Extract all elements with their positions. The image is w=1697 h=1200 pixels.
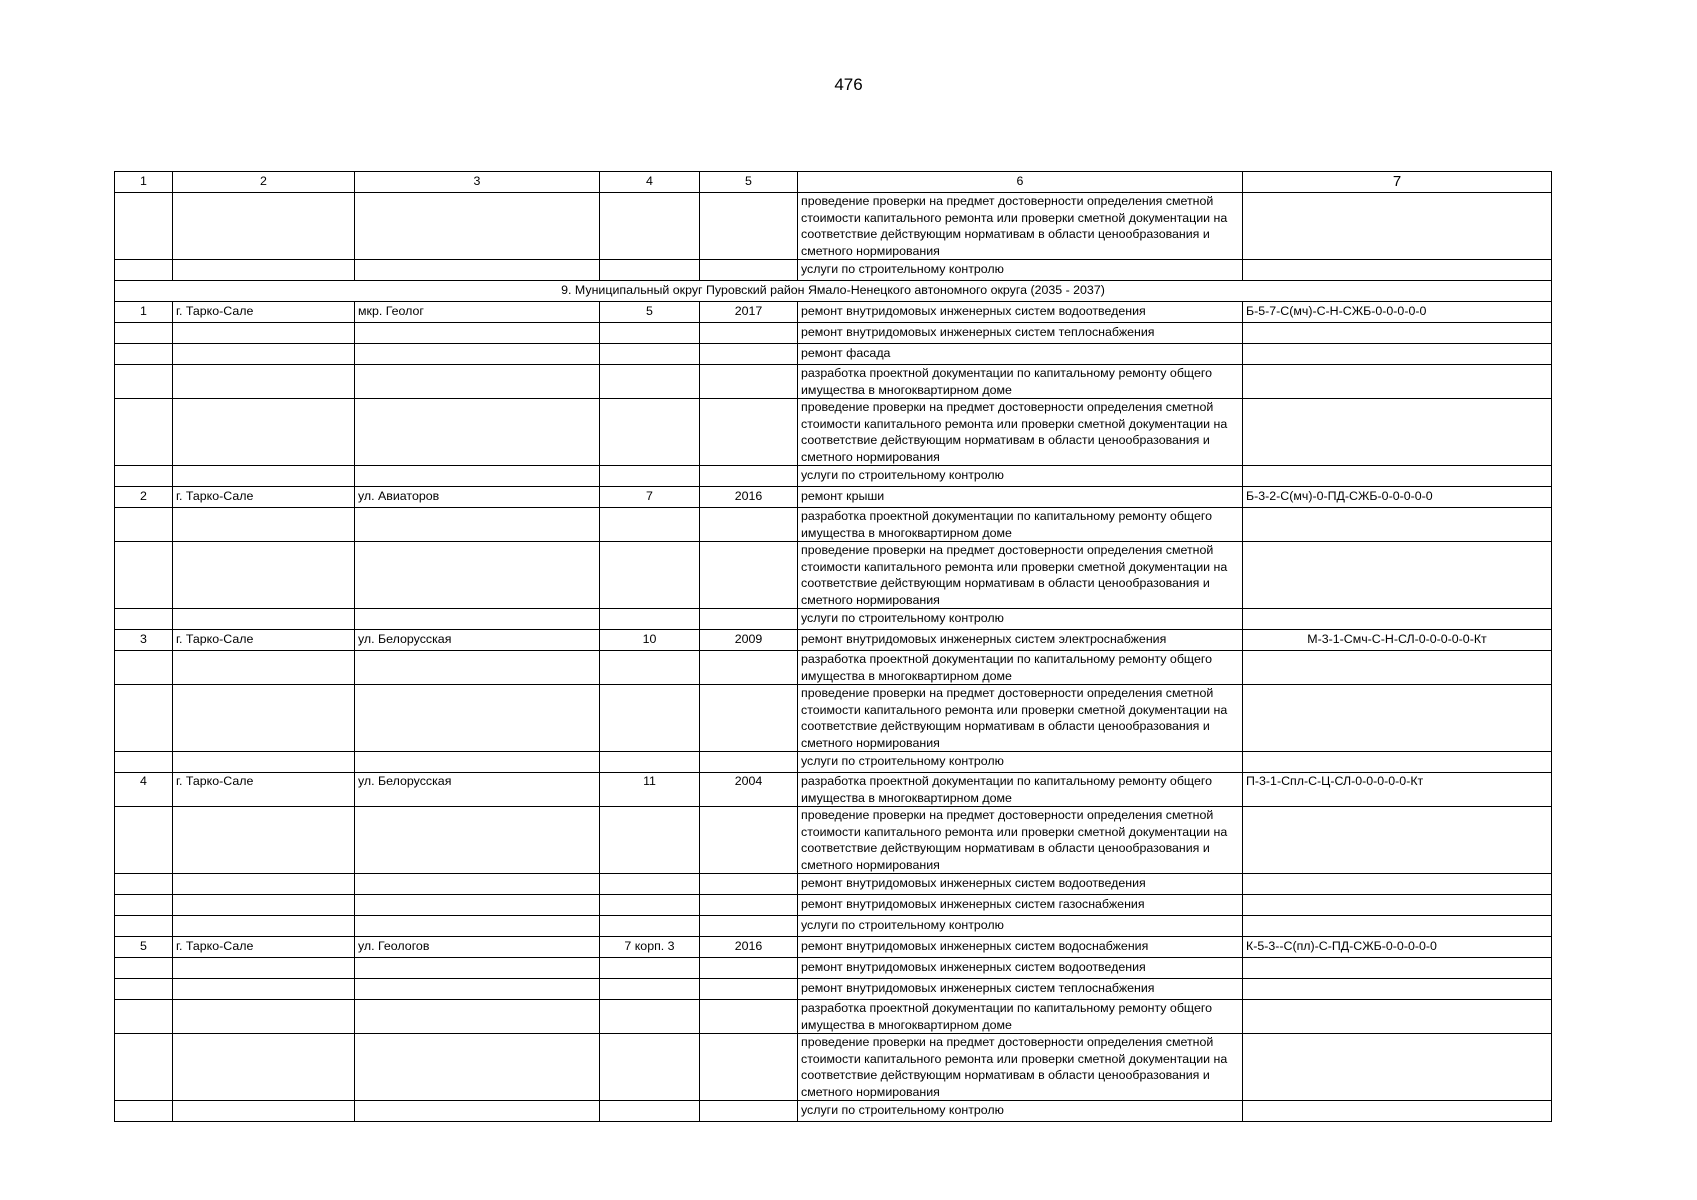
- work-cell: ремонт внутридомовых инженерных систем теплоснабжения: [798, 323, 1243, 344]
- work-cell: ремонт внутридомовых инженерных систем теплоснабжения: [798, 979, 1243, 1000]
- year-cell: 2004: [700, 773, 798, 807]
- house-cell: 10: [600, 630, 700, 651]
- work-cell: услуги по строительному контролю: [798, 609, 1243, 630]
- table-row: [115, 651, 1552, 685]
- street-cell: ул. Геологов: [355, 937, 600, 958]
- row-number: 5: [115, 937, 173, 958]
- header-cell-3: 3: [355, 172, 600, 193]
- work-cell: разработка проектной документации по капитальному ремонту общего имущества в многоквартирном доме: [798, 773, 1243, 807]
- work-cell: ремонт фасада: [798, 344, 1243, 365]
- header-cell-6: 6: [798, 172, 1243, 193]
- code-cell: П-3-1-Спл-С-Ц-СЛ-0-0-0-0-0-Кт: [1243, 773, 1552, 807]
- table-row: [115, 1101, 1552, 1122]
- year-cell: 2017: [700, 302, 798, 323]
- work-cell: ремонт внутридомовых инженерных систем электроснабжения: [798, 630, 1243, 651]
- table-row: [115, 344, 1552, 365]
- city-cell: г. Тарко-Сале: [173, 630, 355, 651]
- work-cell: разработка проектной документации по капитальному ремонту общего имущества в многоквартирном доме: [798, 365, 1243, 399]
- header-cell-5: 5: [700, 172, 798, 193]
- work-cell: ремонт внутридомовых инженерных систем газоснабжения: [798, 895, 1243, 916]
- work-cell: проведение проверки на предмет достоверности определения сметной стоимости капитального ремонта или проверки сметной документации на соответствие действующим нормативам в области ценообразования и сметного нормирования: [798, 193, 1243, 260]
- header-cell-4: 4: [600, 172, 700, 193]
- street-cell: ул. Белорусская: [355, 630, 600, 651]
- work-cell: ремонт внутридомовых инженерных систем водоотведения: [798, 958, 1243, 979]
- city-cell: г. Тарко-Сале: [173, 773, 355, 807]
- row-number: 1: [115, 302, 173, 323]
- code-cell: Б-3-2-С(мч)-0-ПД-СЖБ-0-0-0-0-0: [1243, 487, 1552, 508]
- table-row: [115, 323, 1552, 344]
- table-row: [115, 895, 1552, 916]
- table-row: [115, 302, 1552, 323]
- street-cell: ул. Авиаторов: [355, 487, 600, 508]
- page-number: 476: [834, 75, 863, 94]
- row-number: 3: [115, 630, 173, 651]
- work-cell: разработка проектной документации по капитальному ремонту общего имущества в многоквартирном доме: [798, 508, 1243, 542]
- table-row: [115, 979, 1552, 1000]
- work-cell: услуги по строительному контролю: [798, 1101, 1243, 1122]
- header-cell-1: 1: [115, 172, 173, 193]
- code-cell: М-3-1-Смч-С-Н-СЛ-0-0-0-0-0-Кт: [1243, 630, 1552, 651]
- work-cell: ремонт внутридомовых инженерных систем водоснабжения: [798, 937, 1243, 958]
- code-cell: К-5-3--С(пл)-С-ПД-СЖБ-0-0-0-0-0: [1243, 937, 1552, 958]
- table-row: [115, 260, 1552, 281]
- row-number: 2: [115, 487, 173, 508]
- work-cell: разработка проектной документации по капитальному ремонту общего имущества в многоквартирном доме: [798, 1000, 1243, 1034]
- street-cell: ул. Белорусская: [355, 773, 600, 807]
- year-cell: 2016: [700, 937, 798, 958]
- work-cell: ремонт внутридомовых инженерных систем водоотведения: [798, 874, 1243, 895]
- table-row: [115, 609, 1552, 630]
- work-cell: ремонт внутридомовых инженерных систем водоотведения: [798, 302, 1243, 323]
- table-row: [115, 466, 1552, 487]
- header-row: [115, 172, 1552, 193]
- row-number: 4: [115, 773, 173, 807]
- table-row: [115, 508, 1552, 542]
- table-row: [115, 937, 1552, 958]
- table-row: [115, 958, 1552, 979]
- work-cell: проведение проверки на предмет достоверности определения сметной стоимости капитального ремонта или проверки сметной документации на соответствие действующим нормативам в области ценообразования и сметного нормирования: [798, 685, 1243, 752]
- header-cell-7: 7: [1243, 172, 1552, 193]
- work-cell: ремонт крыши: [798, 487, 1243, 508]
- table-row: [115, 752, 1552, 773]
- table-row: [115, 807, 1552, 874]
- house-cell: 11: [600, 773, 700, 807]
- code-cell: Б-5-7-С(мч)-С-Н-СЖБ-0-0-0-0-0: [1243, 302, 1552, 323]
- work-cell: проведение проверки на предмет достоверности определения сметной стоимости капитального ремонта или проверки сметной документации на соответствие действующим нормативам в области ценообразования и сметного нормирования: [798, 807, 1243, 874]
- table-row: [115, 630, 1552, 651]
- work-cell: услуги по строительному контролю: [798, 752, 1243, 773]
- table-row: [115, 399, 1552, 466]
- city-cell: г. Тарко-Сале: [173, 487, 355, 508]
- section-row: [115, 281, 1552, 302]
- table-row: [115, 1034, 1552, 1101]
- work-cell: услуги по строительному контролю: [798, 260, 1243, 281]
- work-cell: услуги по строительному контролю: [798, 916, 1243, 937]
- table-row: [115, 193, 1552, 260]
- header-cell-2: 2: [173, 172, 355, 193]
- work-cell: услуги по строительному контролю: [798, 466, 1243, 487]
- table-row: [115, 487, 1552, 508]
- table-row: [115, 773, 1552, 807]
- table-row: [115, 542, 1552, 609]
- table-row: [115, 685, 1552, 752]
- year-cell: 2009: [700, 630, 798, 651]
- table-row: [115, 874, 1552, 895]
- year-cell: 2016: [700, 487, 798, 508]
- house-cell: 7 корп. 3: [600, 937, 700, 958]
- city-cell: г. Тарко-Сале: [173, 302, 355, 323]
- table-row: [115, 365, 1552, 399]
- house-cell: 7: [600, 487, 700, 508]
- table-row: [115, 1000, 1552, 1034]
- street-cell: мкр. Геолог: [355, 302, 600, 323]
- work-cell: разработка проектной документации по капитальному ремонту общего имущества в многоквартирном доме: [798, 651, 1243, 685]
- work-cell: проведение проверки на предмет достоверности определения сметной стоимости капитального ремонта или проверки сметной документации на соответствие действующим нормативам в области ценообразования и сметного нормирования: [798, 399, 1243, 466]
- house-cell: 5: [600, 302, 700, 323]
- section-title: 9. Муниципальный округ Пуровский район Ямало-Ненецкого автономного округа (2035 - 2037): [115, 281, 1552, 302]
- work-cell: проведение проверки на предмет достоверности определения сметной стоимости капитального ремонта или проверки сметной документации на соответствие действующим нормативам в области ценообразования и сметного нормирования: [798, 542, 1243, 609]
- city-cell: г. Тарко-Сале: [173, 937, 355, 958]
- work-cell: проведение проверки на предмет достоверности определения сметной стоимости капитального ремонта или проверки сметной документации на соответствие действующим нормативам в области ценообразования и сметного нормирования: [798, 1034, 1243, 1101]
- capital-repair-table: [114, 171, 1552, 1122]
- table-row: [115, 916, 1552, 937]
